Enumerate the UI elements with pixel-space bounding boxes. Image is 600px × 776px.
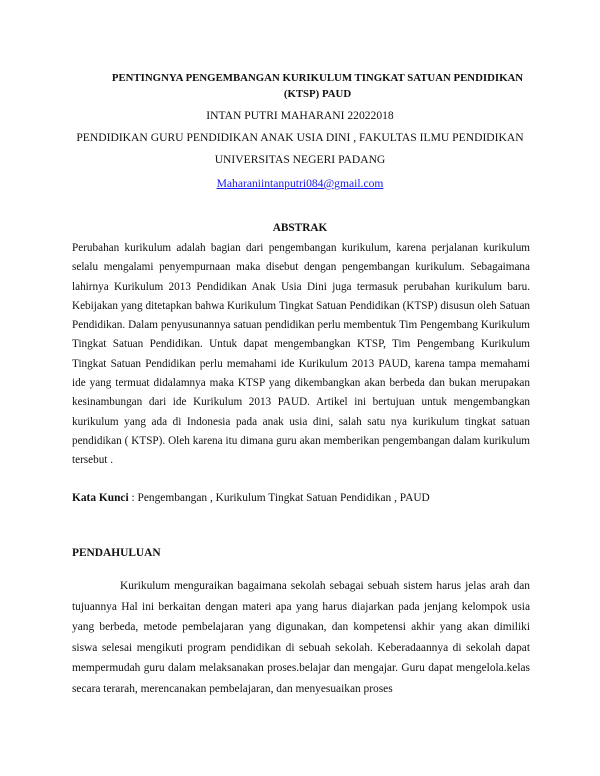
introduction-heading: PENDAHULUAN xyxy=(72,547,161,559)
affiliation-line: PENDIDIKAN GURU PENDIDIKAN ANAK USIA DINI , FAKULTAS ILMU PENDIDIKAN xyxy=(76,131,524,144)
paper-title: PENTINGNYA PENGEMBANGAN KURIKULUM TINGKAT SATUAN PENDIDIKAN (KTSP) PAUD xyxy=(111,72,524,100)
abstract-body: Perubahan kurikulum adalah bagian dari pengembangan kurikulum, karena perjalanan kurikulum selalu mengalami penyempurnaan maka disebut dengan pengembangan kurikulum. Sebagaimana lahirnya Kurikulum 2013 Pendidikan Anak Usia Dini juga termasuk perubahan kurikulum baru. Kebijakan yang ditetapkan bahwa Kurikulum Tingkat Satuan Pendidikan (KTSP) disusun oleh Satuan Pendidikan. Dalam penyusunannya satuan pendidikan perlu membentuk Tim Pengembang Kurikulum Tingkat Satuan Pendidikan. Untuk dapat mengembangkan KTSP, Tim Pengembang Kurikulum Tingkat Satuan Pendidikan perlu memahami ide Kurikulum 2013 PAUD, karena tampa memahami ide yang termuat didalamnya maka KTSP yang dikembangkan akan berbeda dan bukan merupakan kesinambungan dari ide Kurikulum 2013 PAUD. Artikel ini bertujuan untuk mengembangkan kurikulum yang ada di Indonesia pada anak usia dini, salah satu nya kurikulum tingkat satuan pendidikan ( KTSP). Oleh karena itu dimana guru akan memberikan pengembangan dalam kurikulum tersebut . xyxy=(72,242,530,467)
keywords-label: Kata Kunci xyxy=(72,492,129,504)
keywords-text: : Pengembangan , Kurikulum Tingkat Satuan Pendidikan , PAUD xyxy=(128,492,430,504)
university-line: UNIVERSITAS NEGERI PADANG xyxy=(214,153,386,166)
email-link[interactable]: Maharaniintanputri084@gmail.com xyxy=(216,177,384,190)
abstract-heading: ABSTRAK xyxy=(272,222,328,234)
introduction-body: Kurikulum menguraikan bagaimana sekolah sebagai sebuah sistem harus jelas arah dan tujuannya Hal ini berkaitan dengan materi apa yang harus diajarkan pada jenjang kelompok usia yang berbeda, metode pembelajaran yang digunakan, dan kompetensi akhir yang akan dimiliki siswa selesai mengikuti program pendidikan di sebuah sekolah. Keberadaannya di sekolah dapat mempermudah guru dalam melaksanakan proses.belajar dan mengajar. Guru dapat mengelola.kelas secara terarah, merencanakan pembelajaran, dan menyesuaikan proses xyxy=(72,580,530,695)
author-line: INTAN PUTRI MAHARANI 22022018 xyxy=(206,109,394,122)
keywords-line xyxy=(72,491,530,505)
